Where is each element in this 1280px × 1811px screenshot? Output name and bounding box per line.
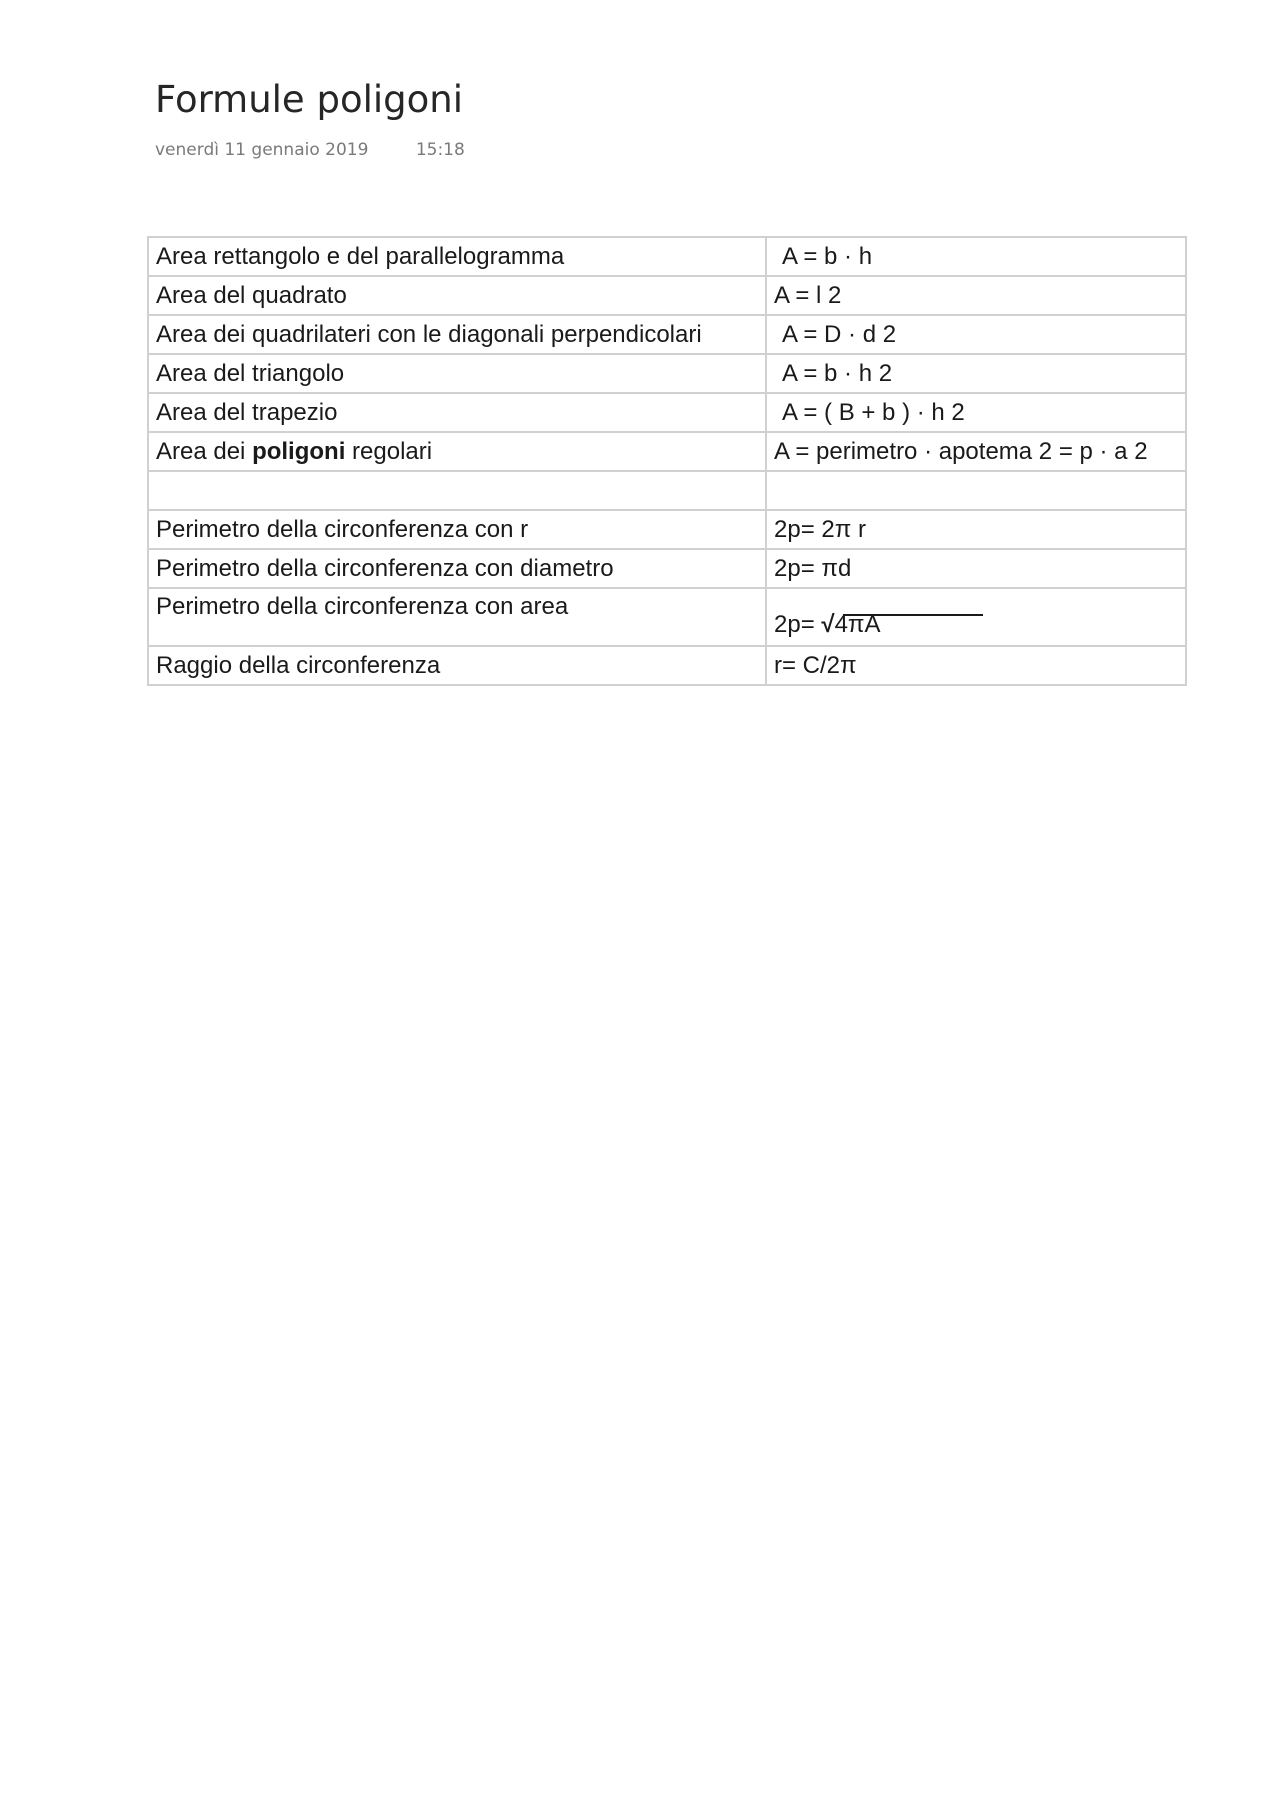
row-formula: 2p= πd	[766, 549, 1186, 588]
formula-prefix: 2p=	[774, 611, 822, 638]
row-formula	[766, 354, 1186, 393]
row-name: Raggio della circonferenza	[148, 646, 766, 685]
row-name: Area rettangolo e del parallelogramma	[148, 237, 766, 276]
formula-table	[147, 236, 1187, 686]
formula-text: A = ( B + b ) · h 2	[782, 398, 965, 426]
radical-sign: √	[821, 611, 835, 638]
page-time: 15:18	[415, 140, 465, 160]
table-row	[148, 354, 1186, 393]
row-name-after: regolari	[345, 437, 433, 465]
table-row	[148, 237, 1186, 276]
row-name: Perimetro della circonferenza con area	[148, 588, 766, 646]
table-row-empty	[148, 471, 1186, 510]
table-row	[148, 510, 1186, 549]
row-name: Area del trapezio	[148, 393, 766, 432]
row-name: Area del quadrato	[148, 276, 766, 315]
row-name: Perimetro della circonferenza con r	[148, 510, 766, 549]
row-formula: 2p= 2π r	[766, 510, 1186, 549]
row-formula	[766, 315, 1186, 354]
formula-text: A = D · d 2	[782, 320, 897, 348]
row-name-bold: poligoni	[252, 437, 346, 465]
row-formula: r= C/2π	[766, 646, 1186, 685]
radical-overline	[843, 614, 983, 616]
page-metadata	[155, 140, 465, 160]
table-row	[148, 432, 1186, 471]
table-row	[148, 549, 1186, 588]
table-row	[148, 588, 1186, 646]
row-formula: A = l 2	[766, 276, 1186, 315]
row-name	[148, 432, 766, 471]
page-title: Formule poligoni	[155, 78, 463, 121]
row-formula	[766, 237, 1186, 276]
row-formula	[766, 393, 1186, 432]
row-name: Area del triangolo	[148, 354, 766, 393]
table-row	[148, 646, 1186, 685]
square-root	[821, 611, 880, 639]
table-row	[148, 276, 1186, 315]
formula-text: A = b · h 2	[782, 359, 893, 387]
table-row	[148, 315, 1186, 354]
row-formula: A = perimetro · apotema 2 = p · a 2	[766, 432, 1186, 471]
page-date: venerdì 11 gennaio 2019	[155, 140, 369, 160]
row-name	[148, 471, 766, 510]
radicand: 4πA	[834, 611, 881, 638]
row-name: Perimetro della circonferenza con diametro	[148, 549, 766, 588]
formula-text: A = b · h	[782, 242, 873, 270]
row-formula	[766, 588, 1186, 646]
table-row	[148, 393, 1186, 432]
row-formula	[766, 471, 1186, 510]
row-name: Area dei quadrilateri con le diagonali perpendicolari	[148, 315, 766, 354]
row-name-before: Area dei	[156, 437, 253, 465]
